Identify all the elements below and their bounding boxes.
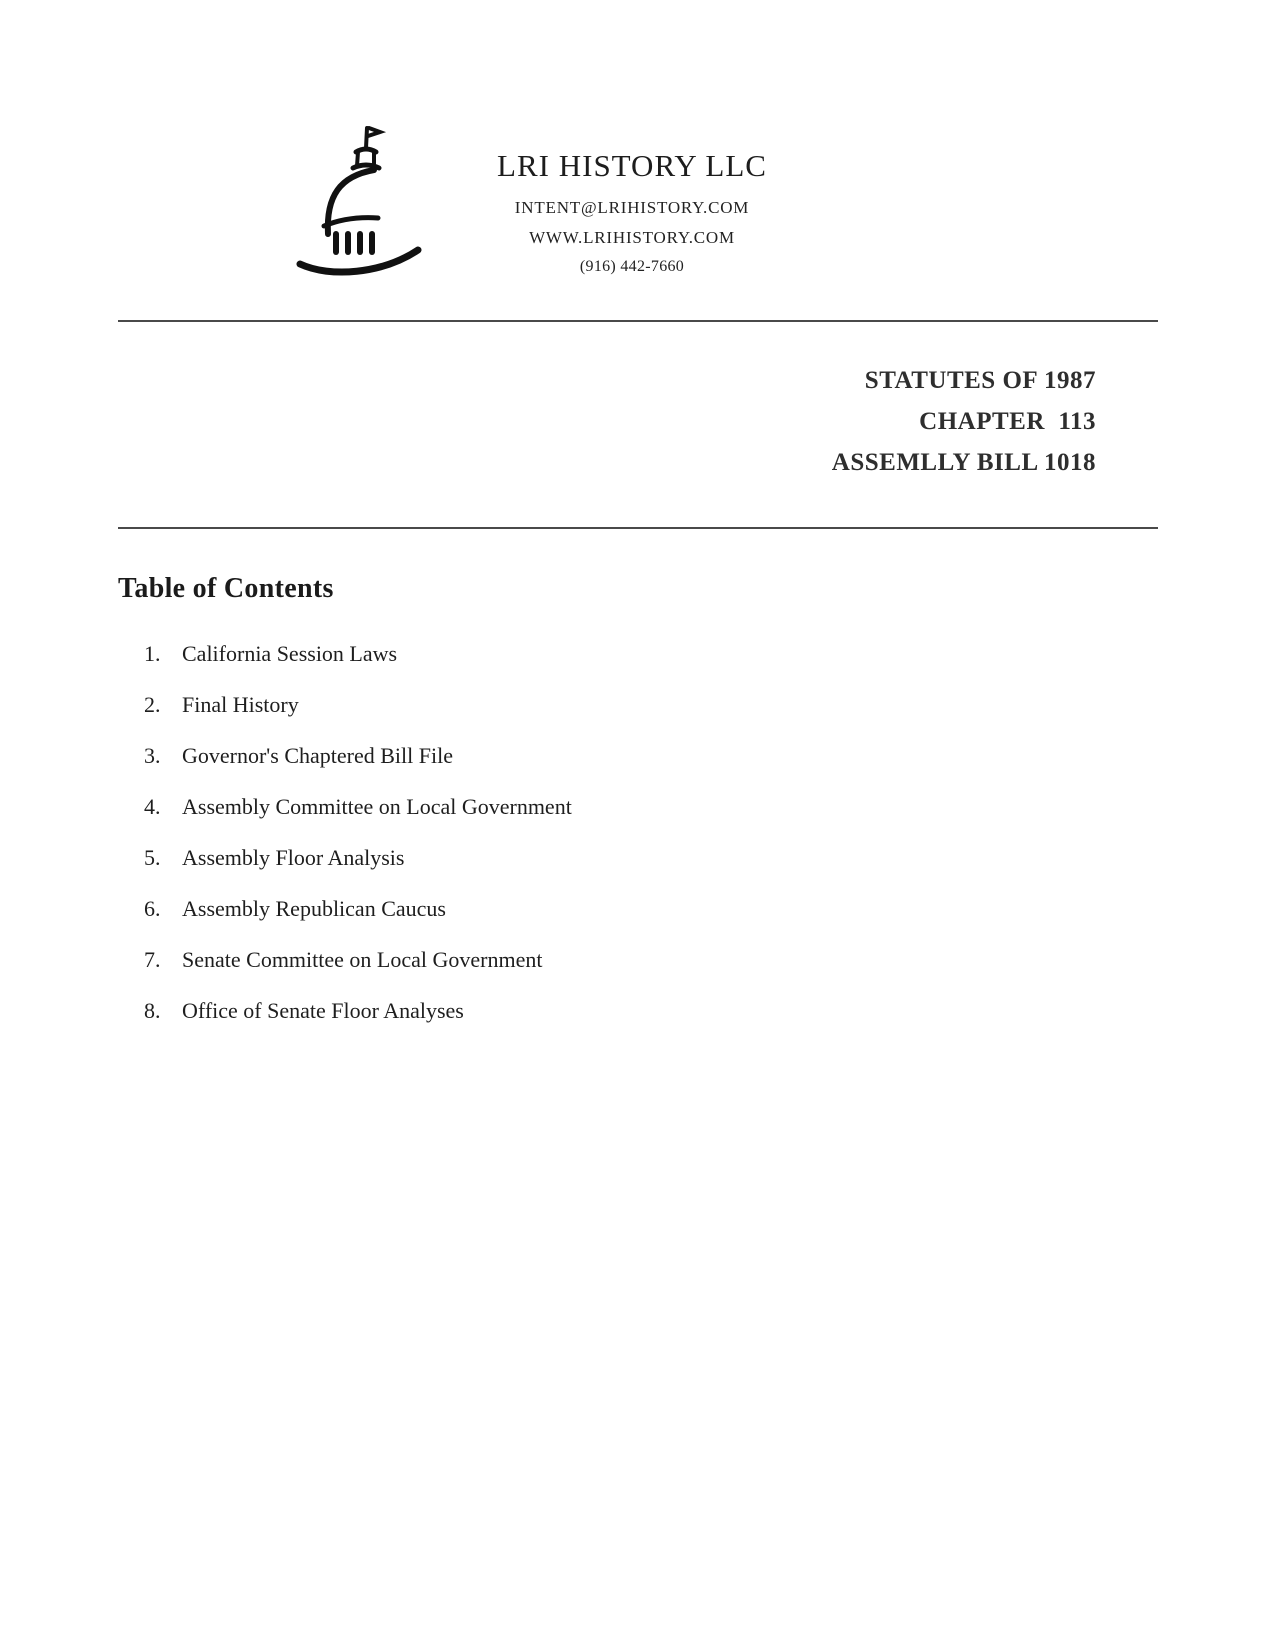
toc-item-label: Office of Senate Floor Analyses [182,998,464,1023]
company-name: LRI HISTORY LLC [497,148,767,183]
toc-item-label: Assembly Committee on Local Government [182,794,572,819]
toc-item-label: Final History [182,692,299,717]
toc-item-label: California Session Laws [182,641,398,666]
toc-item [144,845,1158,871]
toc-item-number: 4. [144,794,161,819]
company-phone: (916) 442-7660 [579,258,685,275]
toc-item [144,998,1158,1024]
toc-item-number: 7. [144,947,161,972]
toc-item-number: 5. [144,845,161,870]
toc-item-label: Assembly Republican Caucus [182,896,446,921]
divider-top [118,320,1158,322]
toc-item [144,794,1158,820]
toc-item-label: Senate Committee on Local Government [182,947,543,972]
divider-bottom [118,527,1158,529]
toc-item [144,743,1158,769]
toc-item [144,692,1158,718]
statutes-line: STATUTES OF 1987 [864,367,1096,394]
statutes-title-block [118,360,1158,483]
toc-item [144,641,1158,667]
capitol-dome-logo-icon [290,122,440,282]
toc-heading: Table of Contents [118,573,334,604]
toc-item [144,896,1158,922]
toc-item-number: 6. [144,896,161,921]
company-email: INTENT@LRIHISTORY.COM [514,198,750,217]
chapter-line: CHAPTER 113 [919,408,1096,435]
toc-item [144,947,1158,973]
company-block [482,122,782,286]
assembly-bill-line: ASSEMLLY BILL 1018 [831,449,1096,476]
toc-item-label: Governor's Chaptered Bill File [182,743,453,768]
toc-list [118,641,1158,1024]
toc-item-number: 3. [144,743,161,768]
toc-item-number: 8. [144,998,161,1023]
toc-item-label: Assembly Floor Analysis [182,845,405,870]
toc-item-number: 2. [144,692,161,717]
toc-item-number: 1. [144,641,161,666]
company-website: WWW.LRIHISTORY.COM [529,228,735,247]
letterhead [290,0,1158,286]
